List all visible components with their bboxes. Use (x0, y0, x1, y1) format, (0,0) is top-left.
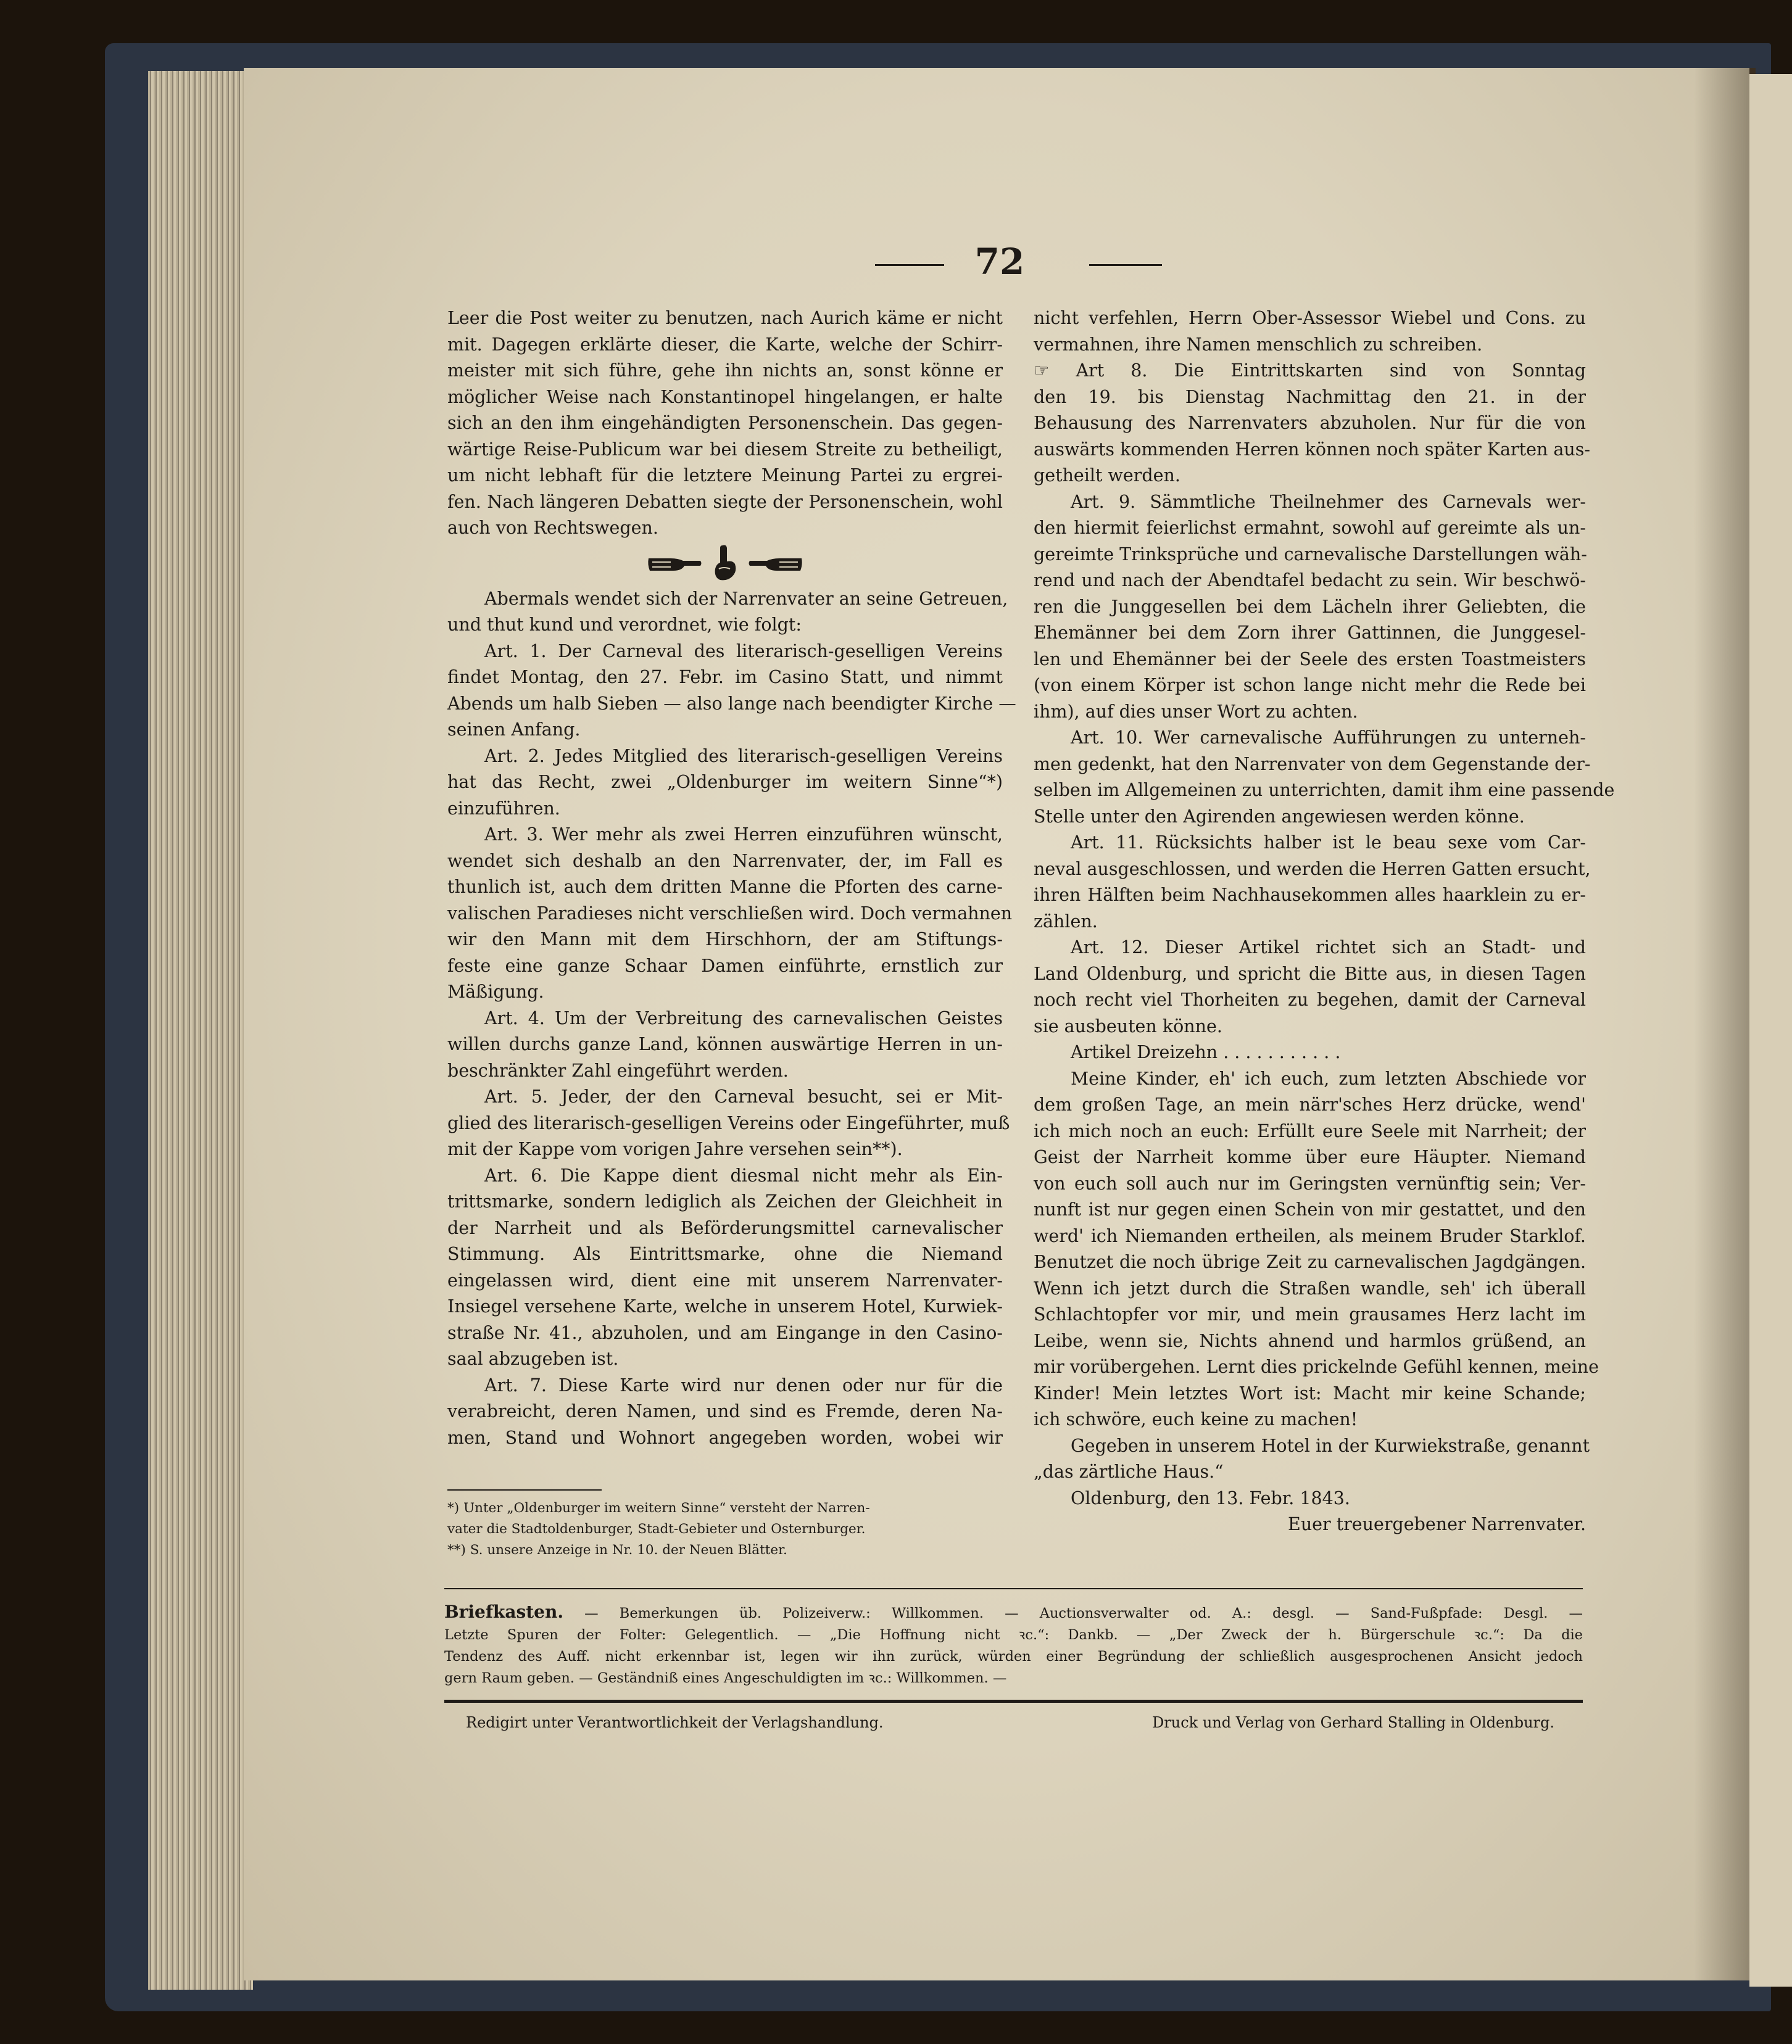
text-line: auswärts kommenden Herren können noch später Karten aus- (1034, 439, 1591, 460)
text-line: neval ausgeschlossen, und werden die Herren Gatten ersucht, (1034, 858, 1591, 879)
text-line: gereimte Trinksprüche und carnevalische Darstellungen wäh- (1034, 544, 1587, 565)
page-number-rule-left (875, 264, 944, 266)
text-line: Art. 12. Dieser Artikel richtet sich an Stadt- und (1071, 937, 1586, 958)
text-line: Art. 2. Jedes Mitglied des literarisch-geselligen Vereins (484, 745, 1003, 766)
text-line: Art. 11. Rücksichts halber ist le beau sexe vom Car- (1071, 832, 1586, 853)
page-number: 72 (974, 241, 1025, 283)
text-line: (von einem Körper ist schon lange nicht mehr die Rede bei (1034, 675, 1586, 695)
text-line: len und Ehemänner bei der Seele des ersten Toastmeisters (1034, 648, 1586, 669)
text-line: Schlachtopfer vor mir, und mein grausames Herz lacht im (1034, 1304, 1586, 1325)
text-line: ich mich noch an euch: Erfüllt eure Seele mit Narrheit; der (1034, 1120, 1586, 1141)
text-line: Art. 6. Die Kappe dient diesmal nicht mehr als Ein- (484, 1165, 1003, 1186)
text-line: fen. Nach längeren Debatten siegte der Personenschein, wohl (447, 491, 1003, 512)
text-line: den 19. bis Dienstag Nachmittag den 21. in der (1034, 386, 1586, 407)
text-line: Behausung des Narrenvaters abzuholen. Nur für die von (1034, 413, 1586, 433)
text-line: mir vorübergehen. Lernt dies prickelnde Gefühl kennen, meine (1034, 1357, 1599, 1377)
text-line: rend und nach der Abendtafel bedacht zu sein. Wir beschwö- (1034, 570, 1586, 590)
text-line: Artikel Dreizehn . . . . . . . . . . . (1071, 1042, 1341, 1062)
text-line: Euer treuergebener Narrenvater. (1288, 1514, 1586, 1534)
text-line: thunlich ist, auch dem dritten Manne die Pforten des carne- (447, 877, 1003, 897)
text-line: men gedenkt, hat den Narrenvater von dem Gegenstande der- (1034, 753, 1591, 774)
briefkasten-line: gern Raum geben. — Geständniß eines Angeschuldigten im ꝛc.: Willkommen. — (444, 1670, 1007, 1686)
text-line: werd' ich Niemanden ertheilen, als meinem Bruder Starklof. (1034, 1225, 1586, 1246)
text-line: nunft ist nur gegen einen Schein von mir gestattet, und den (1034, 1199, 1586, 1220)
footnote-line: *) Unter „Oldenburger im weitern Sinne“ versteht der Narren- (447, 1500, 870, 1516)
text-line: Leer die Post weiter zu benutzen, nach Aurich käme er nicht (447, 308, 1003, 328)
text-line: Leibe, wenn sie, Nichts ahnend und harmlos grüßend, an (1034, 1330, 1586, 1351)
text-line: ihm), auf dies unser Wort zu achten. (1034, 701, 1358, 722)
text-line: mit der Kappe vom vorigen Jahre versehen sein**). (447, 1139, 903, 1159)
text-line: noch recht viel Thorheiten zu begehen, damit der Carneval (1034, 990, 1586, 1010)
text-line: sie ausbeuten könne. (1034, 1016, 1222, 1036)
text-line: mit. Dagegen erklärte dieser, die Karte, welche der Schirr- (447, 334, 1003, 355)
page-number-rule-right (1089, 264, 1162, 266)
text-line: hat das Recht, zwei „Oldenburger im weitern Sinne“*) (447, 772, 1003, 792)
text-line: von euch soll auch nur im Geringsten vernünftig sein; Ver- (1034, 1173, 1586, 1194)
text-line: Art. 10. Wer carnevalische Aufführungen zu unterneh- (1071, 727, 1586, 748)
page-stack-edge (148, 71, 253, 1990)
text-line: Art. 9. Sämmtliche Theilnehmer des Carnevals wer- (1071, 491, 1586, 512)
hand-pointing-left-icon (747, 552, 804, 574)
text-line: saal abzugeben ist. (447, 1349, 619, 1369)
text-line: meister mit sich führe, gehe ihn nichts an, sonst könne er (447, 360, 1003, 381)
text-line: selben im Allgemeinen zu unterrichten, damit ihm eine passende (1034, 780, 1615, 800)
text-line: Abends um halb Sieben — also lange nach beendigter Kirche — (447, 693, 1016, 714)
text-line: der Narrheit und als Beförderungsmittel carnevalischer (447, 1217, 1003, 1238)
footnote-line: vater die Stadtoldenburger, Stadt-Gebieter und Osternburger. (447, 1521, 866, 1537)
text-line: zählen. (1034, 911, 1098, 932)
text-line: nicht verfehlen, Herrn Ober-Assessor Wiebel und Cons. zu (1034, 308, 1586, 328)
briefkasten-rule-top (444, 1588, 1583, 1589)
text-line: Insiegel versehene Karte, welche in unserem Hotel, Kurwiek- (447, 1296, 1003, 1317)
ornament-pointing-hands (447, 544, 1003, 582)
text-line: Mäßigung. (447, 982, 544, 1002)
imprint-publisher: Druck und Verlag von Gerhard Stalling in Oldenburg. (1152, 1714, 1554, 1731)
text-line: trittsmarke, sondern lediglich als Zeichen der Gleichheit in (447, 1191, 1003, 1212)
imprint-editor: Redigirt unter Verantwortlichkeit der Verlagshandlung. (466, 1714, 884, 1731)
text-line: Art. 4. Um der Verbreitung des carnevalischen Geistes (484, 1008, 1003, 1028)
text-line: beschränkter Zahl eingeführt werden. (447, 1060, 789, 1081)
hand-raised-icon (711, 544, 739, 582)
text-line: ren die Junggesellen bei dem Lächeln ihrer Geliebten, die (1034, 596, 1586, 617)
text-line: den hiermit feierlichst ermahnt, sowohl auf gereimte als un- (1034, 518, 1586, 538)
text-line: „das zärtliche Haus.“ (1034, 1462, 1224, 1482)
text-line: findet Montag, den 27. Febr. im Casino Statt, und nimmt (447, 667, 1003, 687)
text-line: wärtige Reise-Publicum war bei diesem Streite zu betheiligt, (447, 439, 1003, 460)
text-line: Abermals wendet sich der Narrenvater an seine Getreuen, (484, 588, 1008, 609)
text-line: Oldenburg, den 13. Febr. 1843. (1071, 1487, 1350, 1508)
facing-page-edge (1749, 74, 1792, 1987)
footnote-rule (447, 1489, 602, 1491)
text-line: sich an den ihm eingehändigten Personenschein. Das gegen- (447, 413, 1003, 433)
text-line: möglicher Weise nach Konstantinopel hingelangen, er halte (447, 386, 1003, 407)
text-line: feste eine ganze Schaar Damen einführte, ernstlich zur (447, 955, 1003, 976)
text-line: Stimmung. Als Eintrittsmarke, ohne die Niemand (447, 1244, 1003, 1264)
text-line: getheilt werden. (1034, 465, 1180, 486)
text-line: willen durchs ganze Land, können auswärtige Herren in un- (447, 1034, 1003, 1054)
briefkasten-rule-bottom (444, 1700, 1583, 1703)
text-line: Benutzet die noch übrige Zeit zu carnevalischen Jagdgängen. (1034, 1252, 1586, 1272)
text-line: Gegeben in unserem Hotel in der Kurwiekstraße, genannt (1071, 1435, 1590, 1456)
text-column-left (447, 305, 1016, 1451)
text-line: Kinder! Mein letztes Wort ist: Macht mir keine Schande; (1034, 1383, 1586, 1404)
text-line: Art. 1. Der Carneval des literarisch-geselligen Vereins (484, 640, 1003, 661)
text-line: um nicht lebhaft für die letztere Meinung Partei zu ergrei- (447, 465, 1003, 486)
text-line: vermahnen, ihre Namen menschlich zu schreiben. (1034, 334, 1483, 355)
text-line: eingelassen wird, dient eine mit unserem Narrenvater- (447, 1270, 1003, 1291)
text-line: ich schwöre, euch keine zu machen! (1034, 1409, 1358, 1430)
briefkasten-line: Tendenz des Auff. nicht erkennbar ist, legen wir ihn zurück, würden einer Begründung der schließlich ausgesprochenen Ansicht jedoch (444, 1649, 1583, 1665)
page-gutter (1694, 68, 1749, 1980)
text-line: men, Stand und Wohnort angegeben worden, wobei wir (447, 1427, 1003, 1448)
briefkasten (444, 1601, 1583, 1689)
text-line: Land Oldenburg, und spricht die Bitte aus, in diesen Tagen (1034, 963, 1586, 984)
briefkasten-line: Letzte Spuren der Folter: Gelegentlich. — „Die Hoffnung nicht ꝛc.“: Dankb. — „Der Zweck der h. Bürgerschule ꝛc.“: Da die (444, 1627, 1583, 1643)
text-line: verabreicht, deren Namen, und sind es Fremde, deren Na- (447, 1401, 1003, 1421)
text-line: glied des literarisch-geselligen Vereins oder Eingeführter, muß (447, 1112, 1010, 1133)
text-line: Wenn ich jetzt durch die Straßen wandle, seh' ich überall (1034, 1278, 1586, 1299)
text-line: wir den Mann mit dem Hirschhorn, der am Stiftungs- (447, 929, 1003, 950)
text-line: auch von Rechtswegen. (447, 518, 658, 538)
footnotes (447, 1498, 1003, 1561)
text-line: Art. 5. Jeder, der den Carneval besucht, sei er Mit- (484, 1086, 1003, 1107)
hand-pointing-right-icon (646, 552, 703, 574)
text-line: Art. 3. Wer mehr als zwei Herren einzuführen wünscht, (484, 824, 1003, 845)
text-line: und thut kund und verordnet, wie folgt: (447, 614, 802, 635)
briefkasten-line (444, 1601, 1583, 1624)
text-line: Meine Kinder, eh' ich euch, zum letzten Abschiede vor (1071, 1068, 1586, 1089)
text-line: Ehemänner bei dem Zorn ihrer Gattinnen, die Junggesel- (1034, 623, 1586, 643)
text-line: Geist der Narrheit komme über eure Häupter. Niemand (1034, 1147, 1586, 1167)
text-line: Stelle unter den Agirenden angewiesen werden könne. (1034, 806, 1525, 827)
text-line: straße Nr. 41., abzuholen, und am Eingange in den Casino- (447, 1322, 1003, 1343)
text-line: valischen Paradieses nicht verschließen wird. Doch vermahnen (447, 903, 1013, 924)
text-line: ☞ Art 8. Die Eintrittskarten sind von Sonntag (1034, 360, 1586, 381)
text-line: einzuführen. (447, 798, 560, 819)
briefkasten-heading: Briefkasten. (444, 1602, 564, 1622)
briefkasten-text: — Bemerkungen üb. Polizeiverw.: Willkommen. — Auctionsverwalter od. A.: desgl. — Sand-Fußpfade: Desgl. — (563, 1605, 1583, 1621)
text-line: Art. 7. Diese Karte wird nur denen oder nur für die (484, 1375, 1003, 1396)
text-line: seinen Anfang. (447, 719, 581, 740)
text-line: wendet sich deshalb an den Narrenvater, der, im Fall es (447, 850, 1003, 871)
text-line: ihren Hälften beim Nachhausekommen alles haarklein zu er- (1034, 885, 1586, 905)
text-column-right (1034, 305, 1615, 1538)
text-line: dem großen Tage, an mein närr'sches Herz drücke, wend' (1034, 1094, 1586, 1115)
footnote-line: **) S. unsere Anzeige in Nr. 10. der Neuen Blätter. (447, 1542, 787, 1558)
